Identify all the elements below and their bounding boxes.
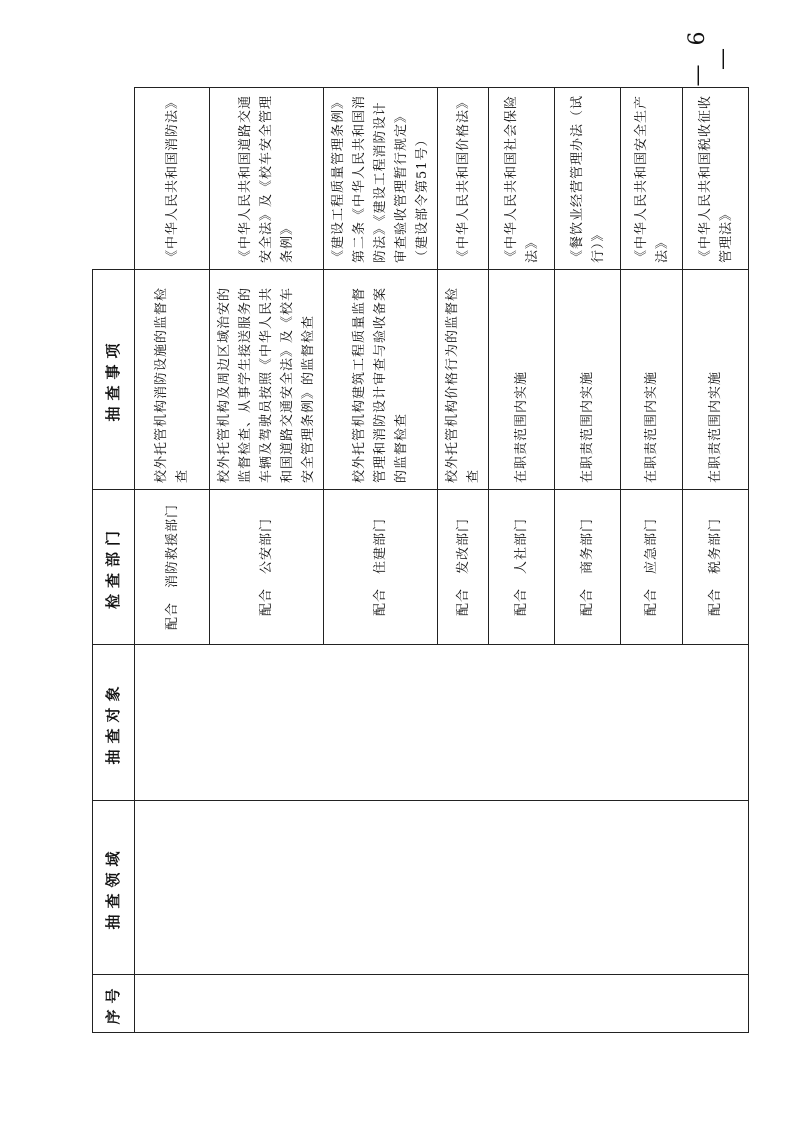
header-object: 抽查对象 [93,645,135,801]
role-label: 配合 [373,588,388,617]
item-cell: 在职责范围内实施 [555,270,621,490]
dept-cell [135,490,210,645]
basis-cell: 《建设工程质量管理条例》第二条《中华人民共和国消防法》《建设工程消防设计审查验收管理暂行规定》（建设部令第51号） [324,88,438,270]
dept-label: 人社部门 [514,517,529,574]
item-cell: 在职责范围内实施 [489,270,555,490]
header-field: 抽查领域 [93,801,135,975]
item-cell: 校外托管机构价格行为的监督检查 [438,270,489,490]
dept-label: 税务部门 [708,517,723,574]
table-header-row [93,88,135,1033]
header-seq: 序号 [93,975,135,1033]
basis-cell: 《中华人民共和国安全生产法》 [621,88,683,270]
role-label: 配合 [580,588,595,617]
dept-label: 商务部门 [580,517,595,574]
role-label: 配合 [164,602,180,631]
basis-cell: 《餐饮业经营管理办法（试行）》 [555,88,621,270]
dept-cell [555,490,621,645]
inspection-table [92,87,749,1033]
item-cell: 校外托管机构及周边区域治安的监督检查、从事学生接送服务的车辆及驾驶员按照《中华人民共和国道路交通安全法》及《校车安全管理条例》的监督检查 [210,270,324,490]
role-label: 配合 [259,588,274,617]
header-dept: 检查部门 [93,490,135,645]
table-row [135,88,210,1033]
dept-label: 发改部门 [455,517,471,574]
basis-cell: 《中华人民共和国社会保险法》 [489,88,555,270]
dept-label: 消防救援部门 [164,503,180,588]
basis-cell: 《中华人民共和国道路交通安全法》及《校车安全管理条例》 [210,88,324,270]
item-cell: 在职责范围内实施 [683,270,749,490]
item-cell: 校外托管机构建筑工程质量监督管理和消防设计审查与验收备案的监督检查 [324,270,438,490]
basis-cell: 《中华人民共和国价格法》 [438,88,489,270]
dept-cell [210,490,324,645]
role-label: 配合 [644,588,659,617]
page-number: — 6 — [685,25,735,87]
dept-cell [324,490,438,645]
object-cell [135,645,749,801]
dept-cell [683,490,749,645]
dept-label: 应急部门 [644,517,659,574]
dept-label: 住建部门 [373,517,388,574]
basis-cell: 《中华人民共和国税收征收管理法》 [683,88,749,270]
item-cell: 在职责范围内实施 [621,270,683,490]
dept-cell [621,490,683,645]
role-label: 配合 [708,588,723,617]
basis-cell: 《中华人民共和国消防法》 [135,88,210,270]
field-cell [135,801,749,975]
header-item: 抽查事项 [93,270,135,490]
dept-label: 公安部门 [259,517,274,574]
item-cell: 校外托管机构消防设施的监督检查 [135,270,210,490]
dept-cell [489,490,555,645]
role-label: 配合 [455,588,471,617]
role-label: 配合 [514,588,529,617]
dept-cell [438,490,489,645]
seq-cell [135,975,749,1033]
